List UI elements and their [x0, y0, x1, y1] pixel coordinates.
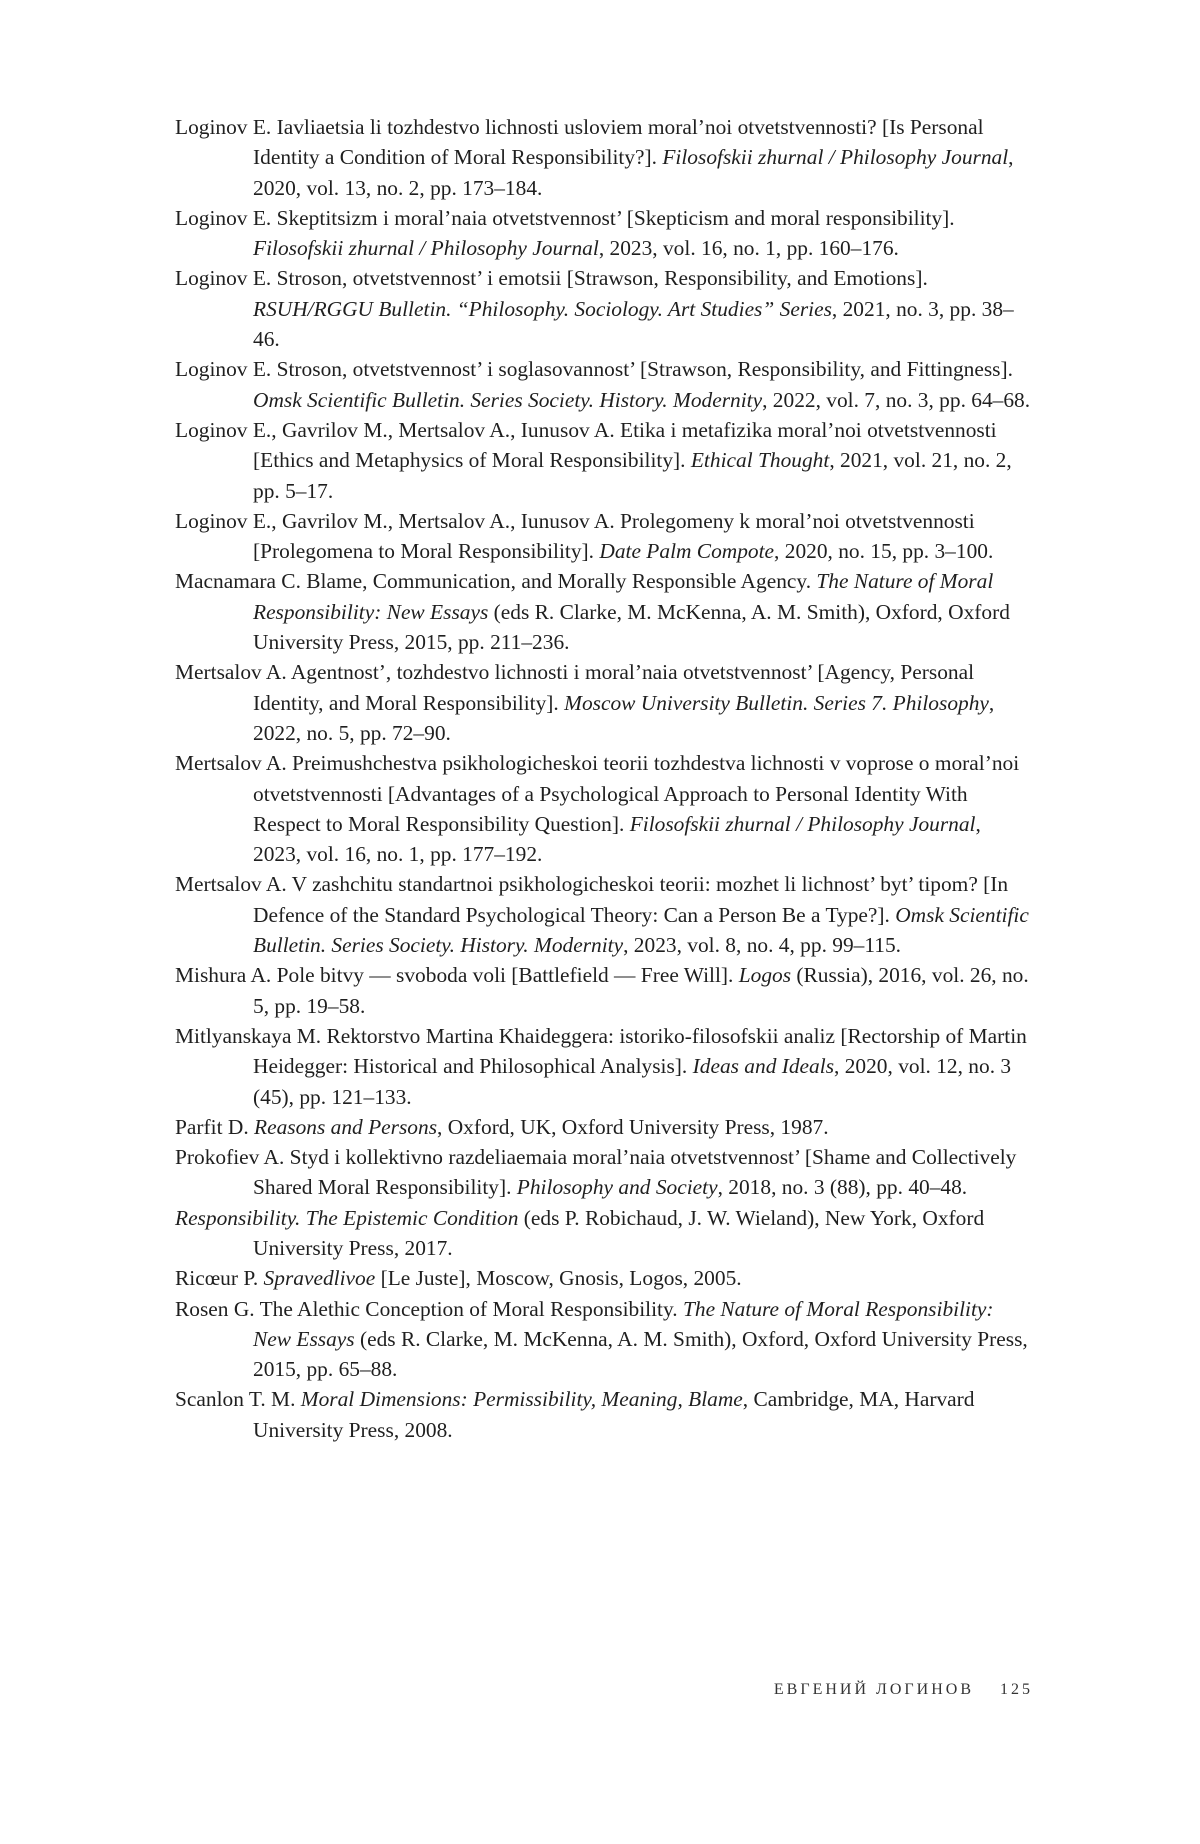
reference-text: Prokofiev A. Styd i kollektivno razdeliaemaia moral’naia otvetstvennost’ [Shame and Collectively Shared Moral Responsibility].	[175, 1145, 1017, 1200]
reference-text: [Le Juste], Moscow, Gnosis, Logos, 2005.	[375, 1266, 742, 1291]
reference-text: Ricœur P.	[175, 1266, 264, 1291]
reference-entry	[175, 1021, 1033, 1112]
reference-title: Omsk Scientific Bulletin. Series Society. History. Modernity	[253, 387, 763, 412]
reference-title: RSUH/RGGU Bulletin. “Philosophy. Sociology. Art Studies” Series	[253, 296, 832, 321]
reference-title: Ethical Thought	[690, 448, 830, 473]
reference-text: , 2021, no. 3, pp. 38–46.	[253, 296, 1014, 352]
reference-entry	[175, 1112, 1033, 1142]
reference-title: Logos	[738, 963, 792, 988]
reference-list	[175, 112, 1033, 1445]
reference-title: Philosophy and Society	[516, 1175, 718, 1200]
reference-title: Spravedlivoe	[263, 1266, 376, 1291]
reference-title: Reasons and Persons	[254, 1114, 438, 1139]
reference-text: , 2020, vol. 13, no. 2, pp. 173–184.	[253, 145, 1014, 200]
reference-entry	[175, 566, 1033, 657]
reference-entry	[175, 748, 1033, 869]
reference-text: (eds R. Clarke, M. McKenna, A. M. Smith), Oxford, Oxford University Press, 2015, pp. 65–88.	[253, 1326, 1028, 1382]
reference-text: Loginov E. Stroson, otvetstvennost’ i soglasovannost’ [Strawson, Responsibility, and Fittingness].	[175, 357, 1013, 382]
reference-text: , Cambridge, MA, Harvard University Press, 2008.	[253, 1387, 975, 1442]
reference-text: , 2023, vol. 16, no. 1, pp. 177–192.	[253, 811, 981, 867]
reference-title: Filosofskii zhurnal / Philosophy Journal	[662, 145, 1009, 170]
reference-text: Loginov E. Stroson, otvetstvennost’ i emotsii [Strawson, Responsibility, and Emotions].	[175, 266, 928, 291]
page-number: 125	[1000, 1681, 1033, 1698]
reference-text: Parfit D.	[175, 1114, 255, 1139]
reference-entry	[175, 657, 1033, 748]
reference-text: (Russia), 2016, vol. 26, no. 5, pp. 19–58.	[253, 963, 1029, 1018]
reference-text: , 2020, no. 15, pp. 3–100.	[774, 539, 994, 564]
reference-text: , 2022, no. 5, pp. 72–90.	[253, 690, 995, 745]
reference-title: Ideas and Ideals	[692, 1054, 835, 1079]
reference-entry	[175, 1263, 1033, 1293]
reference-title: Omsk Scientific Bulletin. Series Society. History. Modernity	[253, 902, 1029, 958]
reference-text: Loginov E. Skeptitsizm i moral’naia otvetstvennost’ [Skepticism and moral responsibility].	[175, 205, 955, 230]
reference-entry	[175, 1203, 1033, 1264]
reference-entry	[175, 1384, 1033, 1445]
reference-text: , Oxford, UK, Oxford University Press, 1987.	[437, 1114, 829, 1139]
reference-text: , 2023, vol. 8, no. 4, pp. 99–115.	[623, 933, 901, 958]
reference-text: Mitlyanskaya M. Rektorstvo Martina Khaideggera: istoriko-filosofskii analiz [Rectorship of Martin Heidegger: Historical and Philosophical Analysis].	[175, 1023, 1027, 1079]
reference-text: Loginov E., Gavrilov M., Mertsalov A., Iunusov A. Prolegomeny k moral’noi otvetstvennosti [Prolegomena to Moral Responsibility].	[175, 508, 975, 564]
reference-title: The Nature of Moral Responsibility: New Essays	[253, 1296, 994, 1351]
reference-entry	[175, 112, 1033, 203]
reference-title: The Nature of Moral Responsibility: New Essays	[253, 569, 994, 624]
reference-entry	[175, 1294, 1033, 1385]
reference-entry	[175, 506, 1033, 567]
reference-entry	[175, 1142, 1033, 1203]
reference-title: Date Palm Compote	[599, 539, 775, 564]
reference-title: Filosofskii zhurnal / Philosophy Journal	[253, 236, 599, 261]
reference-title: Responsibility. The Epistemic Condition	[175, 1205, 519, 1230]
reference-title: Moral Dimensions: Permissibility, Meaning, Blame	[300, 1387, 743, 1412]
reference-text: , 2020, vol. 12, no. 3 (45), pp. 121–133.	[253, 1054, 1012, 1109]
reference-text: (eds P. Robichaud, J. W. Wieland), New York, Oxford University Press, 2017.	[253, 1205, 985, 1260]
reference-entry	[175, 354, 1033, 415]
reference-entry	[175, 869, 1033, 960]
reference-text: Loginov E., Gavrilov M., Mertsalov A., Iunusov A. Etika i metafizika moral’noi otvetstvennosti [Ethics and Metaphysics of Moral Responsibility].	[175, 417, 997, 473]
reference-entry	[175, 263, 1033, 354]
reference-text: Loginov E. Iavliaetsia li tozhdestvo lichnosti usloviem moral’noi otvetstvennosti? [Is Personal Identity a Condition of Moral Responsibility?].	[175, 115, 984, 170]
running-head: ЕВГЕНИЙ ЛОГИНОВ	[773, 1681, 974, 1698]
reference-text: Mertsalov A. Agentnost’, tozhdestvo lichnosti i moral’naia otvetstvennost’ [Agency, Personal Identity, and Moral Responsibility].	[175, 660, 975, 715]
reference-title: Filosofskii zhurnal / Philosophy Journal	[629, 811, 976, 836]
reference-text: Mertsalov A. Preimushchestva psikhologicheskoi teorii tozhdestva lichnosti v voprose o moral’noi otvetstvennosti [Advantages of a Psychological Approach to Personal Identity With Respect to Moral Responsibility Question].	[175, 751, 1020, 836]
reference-text: , 2023, vol. 16, no. 1, pp. 160–176.	[598, 236, 899, 261]
reference-text: Macnamara C. Blame, Communication, and Morally Responsible Agency.	[175, 569, 817, 594]
reference-text: (eds R. Clarke, M. McKenna, A. M. Smith), Oxford, Oxford University Press, 2015, pp. 211–236.	[253, 599, 1010, 655]
reference-entry	[175, 415, 1033, 506]
reference-text: , 2018, no. 3 (88), pp. 40–48.	[717, 1175, 968, 1200]
reference-text: , 2021, vol. 21, no. 2, pp. 5–17.	[253, 448, 1012, 503]
reference-text: Scanlon T. M.	[175, 1387, 301, 1412]
reference-title: Moscow University Bulletin. Series 7. Philosophy	[564, 690, 989, 715]
reference-text: Rosen G. The Alethic Conception of Moral Responsibility.	[175, 1296, 683, 1321]
reference-text: Mertsalov A. V zashchitu standartnoi psikhologicheskoi teorii: mozhet li lichnost’ byt’ tipom? [In Defence of the Standard Psychological Theory: Can a Person Be a Type?].	[175, 872, 1009, 927]
page-footer	[720, 1680, 1033, 1700]
reference-entry	[175, 203, 1033, 264]
reference-text: Mishura A. Pole bitvy — svoboda voli [Battlefield — Free Will].	[175, 963, 739, 988]
reference-text: , 2022, vol. 7, no. 3, pp. 64–68.	[762, 387, 1031, 412]
reference-entry	[175, 960, 1033, 1021]
